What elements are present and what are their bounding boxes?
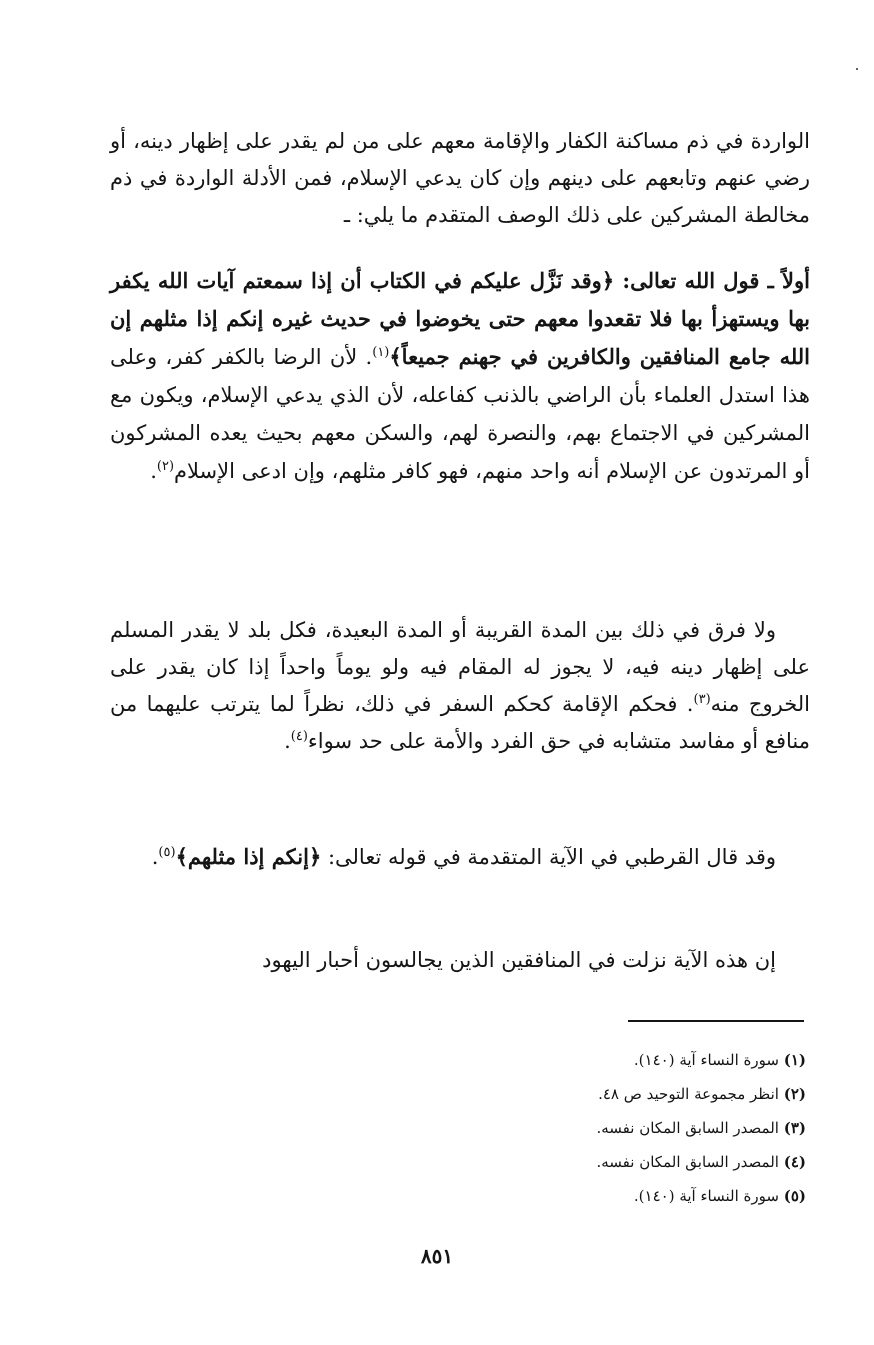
footnote-divider bbox=[628, 1020, 804, 1022]
paragraph-2-end: . bbox=[150, 459, 157, 483]
footnote-number: (٥) bbox=[783, 1187, 806, 1205]
paragraph-5 bbox=[110, 942, 810, 979]
paragraph-2 bbox=[110, 262, 810, 490]
footnote-ref-3: (٣) bbox=[693, 692, 711, 707]
footnote-number: (٤) bbox=[783, 1153, 806, 1171]
page-number: ٨٥١ bbox=[420, 1244, 454, 1268]
footnote-text: سورة النساء آية (١٤٠). bbox=[633, 1051, 779, 1069]
paragraph-1: الواردة في ذم مساكنة الكفار والإقامة معهم على من لم يقدر على إظهار دينه، أو رضي عنهم وتابعهم على دينهم وإن كان يدعي الإسلام، فمن الأدلة الواردة في ذم مخالطة المشركين على ذلك الوصف المتقدم ما يلي: ـ bbox=[110, 129, 810, 227]
footnote-item bbox=[470, 1111, 806, 1145]
paragraph-5-text: إن هذه الآية نزلت في المنافقين الذين يجالسون أحبار اليهود bbox=[262, 948, 776, 972]
footnote-text: المصدر السابق المكان نفسه. bbox=[596, 1153, 779, 1171]
footnote-number: (٢) bbox=[783, 1085, 806, 1103]
footnote-number: (٣) bbox=[783, 1119, 806, 1137]
paragraph-3-end: . bbox=[284, 729, 291, 753]
paragraph-2-body: . لأن الرضا بالكفر كفر، وعلى هذا استدل العلماء بأن الراضي بالذنب كفاعله، لأن الذي يدعي الإسلام، ويكون مع المشركين في الاجتماع بهم، والنصرة لهم، والسكن معهم بحيث يعده المشركون أو المرتدون عن الإسلام أنه واحد منهم، فهو كافر مثلهم، وإن ادعى الإسلام bbox=[110, 345, 810, 483]
footnote-ref-1: (١) bbox=[372, 345, 390, 360]
footnote-number: (١) bbox=[783, 1051, 806, 1069]
footnote-item bbox=[470, 1145, 806, 1179]
paragraph-3 bbox=[110, 612, 810, 760]
paragraph-2-lead: أولاً ـ قول الله تعالى: bbox=[614, 268, 810, 293]
footnote-item bbox=[470, 1043, 806, 1077]
quran-verse-quote: ﴿إنكم إذا مثلهم﴾ bbox=[175, 844, 322, 869]
paragraph-3-part-a: ولا فرق في ذلك بين المدة القريبة أو المدة البعيدة، فكل بلد لا يقدر المسلم على إظهار دينه فيه، لا يجوز له المقام فيه ولو يوماً واحداً إذا كان يقدر على الخروج منه bbox=[110, 618, 811, 716]
footnote-text: انظر مجموعة التوحيد ص ٤٨. bbox=[598, 1085, 779, 1103]
footnote-text: المصدر السابق المكان نفسه. bbox=[596, 1119, 779, 1137]
footnote-item bbox=[470, 1077, 806, 1111]
footnote-ref-2: (٢) bbox=[156, 459, 175, 474]
footnote-item bbox=[470, 1179, 806, 1213]
paragraph-4-end: . bbox=[151, 845, 159, 869]
scan-speck bbox=[856, 68, 858, 70]
footnote-text: سورة النساء آية (١٤٠). bbox=[633, 1187, 779, 1205]
paragraph-4-lead: وقد قال القرطبي في الآية المتقدمة في قوله تعالى: bbox=[321, 845, 776, 869]
quran-verse-quote: ﴿وقد نَزَّل عليكم في الكتاب أن إذا سمعتم آيات الله يكفر بها ويستهزأ بها فلا تقعدوا معهم حتى يخوضوا في حديث غيره إنكم إذا مثلهم إن الله جامع المنافقين والكافرين في جهنم جميعاً﴾ bbox=[110, 268, 811, 369]
paragraph-4 bbox=[110, 838, 810, 876]
footnotes-list bbox=[470, 1043, 806, 1213]
footnote-ref-5: (٥) bbox=[158, 845, 176, 860]
footnote-ref-4: (٤) bbox=[290, 729, 308, 744]
paragraph-3-part-b: . فحكم الإقامة كحكم السفر في ذلك، نظراً لما يترتب عليهما من منافع أو مفاسد متشابه في حق الفرد والأمة على حد سواء bbox=[110, 692, 810, 753]
